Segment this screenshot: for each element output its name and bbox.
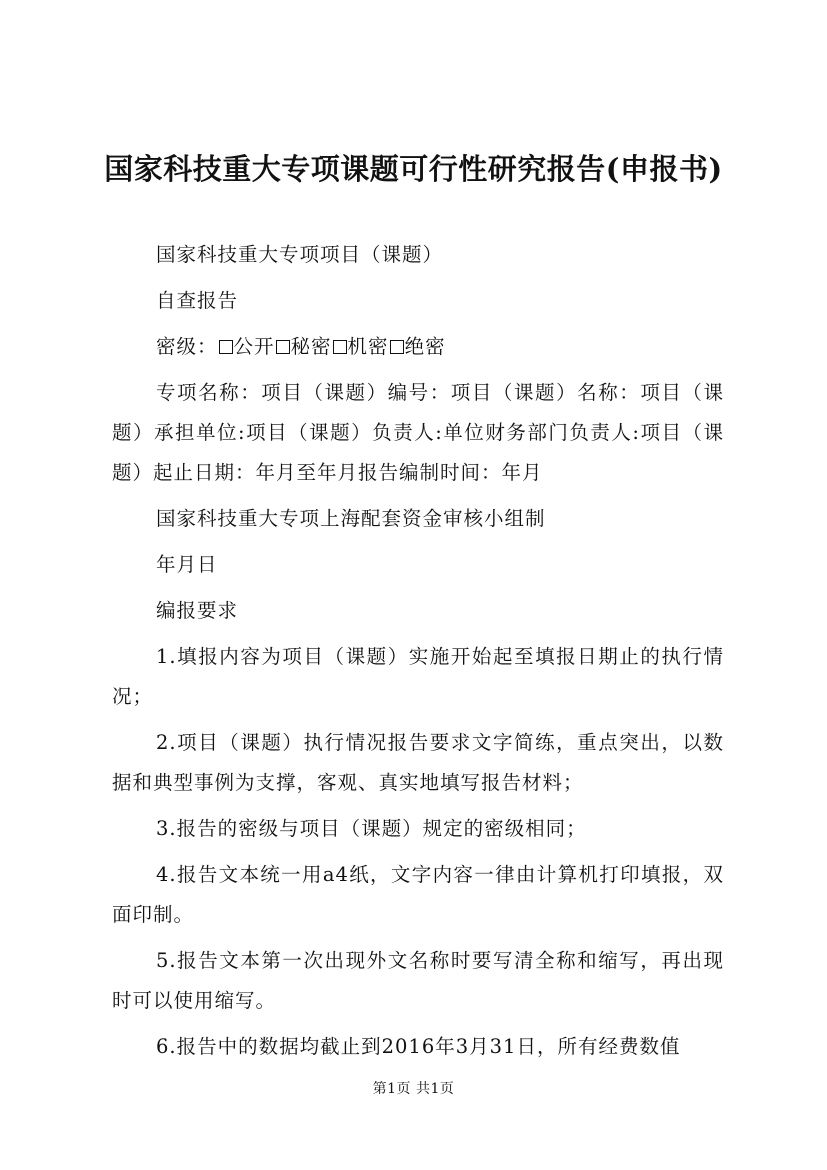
- paragraph-self-check-report: 自查报告: [156, 289, 239, 312]
- paragraph-project-info: 专项名称：项目（课题）编号：项目（课题）名称：项目（课题）承担单位:项目（课题）负责人:单位财务部门负责人:项目（课题）起止日期：年月至年月报告编制时间：年月: [112, 381, 724, 484]
- checkbox-icon: [276, 340, 290, 354]
- paragraph-project-heading: 国家科技重大专项项目（课题）: [156, 243, 444, 266]
- paragraph-requirement-5: 5.报告文本第一次出现外文名称时要写清全称和缩写，再出现时可以使用缩写。: [112, 949, 724, 1012]
- paragraph-requirement-4: 4.报告文本统一用a4纸，文字内容一律由计算机打印填报，双面印制。: [112, 863, 724, 926]
- paragraph-requirement-6: 6.报告中的数据均截止到2016年3月31日，所有经费数值: [156, 1035, 681, 1058]
- checkbox-icon: [219, 340, 233, 354]
- document-title: 国家科技重大专项课题可行性研究报告(申报书): [104, 152, 723, 186]
- paragraph-requirement-3: 3.报告的密级与项目（课题）规定的密级相同；: [156, 817, 587, 840]
- checkbox-icon: [333, 340, 347, 354]
- paragraph-requirements-heading: 编报要求: [156, 599, 239, 622]
- classification-label: 密级：: [156, 335, 218, 358]
- paragraph-classification: [112, 327, 724, 367]
- paragraph-date: 年月日: [156, 553, 218, 576]
- document-body: [112, 235, 724, 1067]
- checkbox-icon: [390, 340, 404, 354]
- classification-option-public: 公开: [233, 335, 275, 358]
- classification-option-top-secret: 绝密: [404, 335, 446, 358]
- paragraph-issuer: 国家科技重大专项上海配套资金审核小组制: [156, 507, 546, 530]
- paragraph-requirement-1: 1.填报内容为项目（课题）实施开始起至填报日期止的执行情况；: [112, 645, 724, 708]
- classification-option-confidential: 机密: [347, 335, 389, 358]
- paragraph-requirement-2: 2.项目（课题）执行情况报告要求文字简练，重点突出，以数据和典型事例为支撑，客观、真实地填写报告材料；: [112, 731, 724, 794]
- page-footer: 第1页 共1页: [372, 1081, 455, 1097]
- classification-option-secret: 秘密: [290, 335, 332, 358]
